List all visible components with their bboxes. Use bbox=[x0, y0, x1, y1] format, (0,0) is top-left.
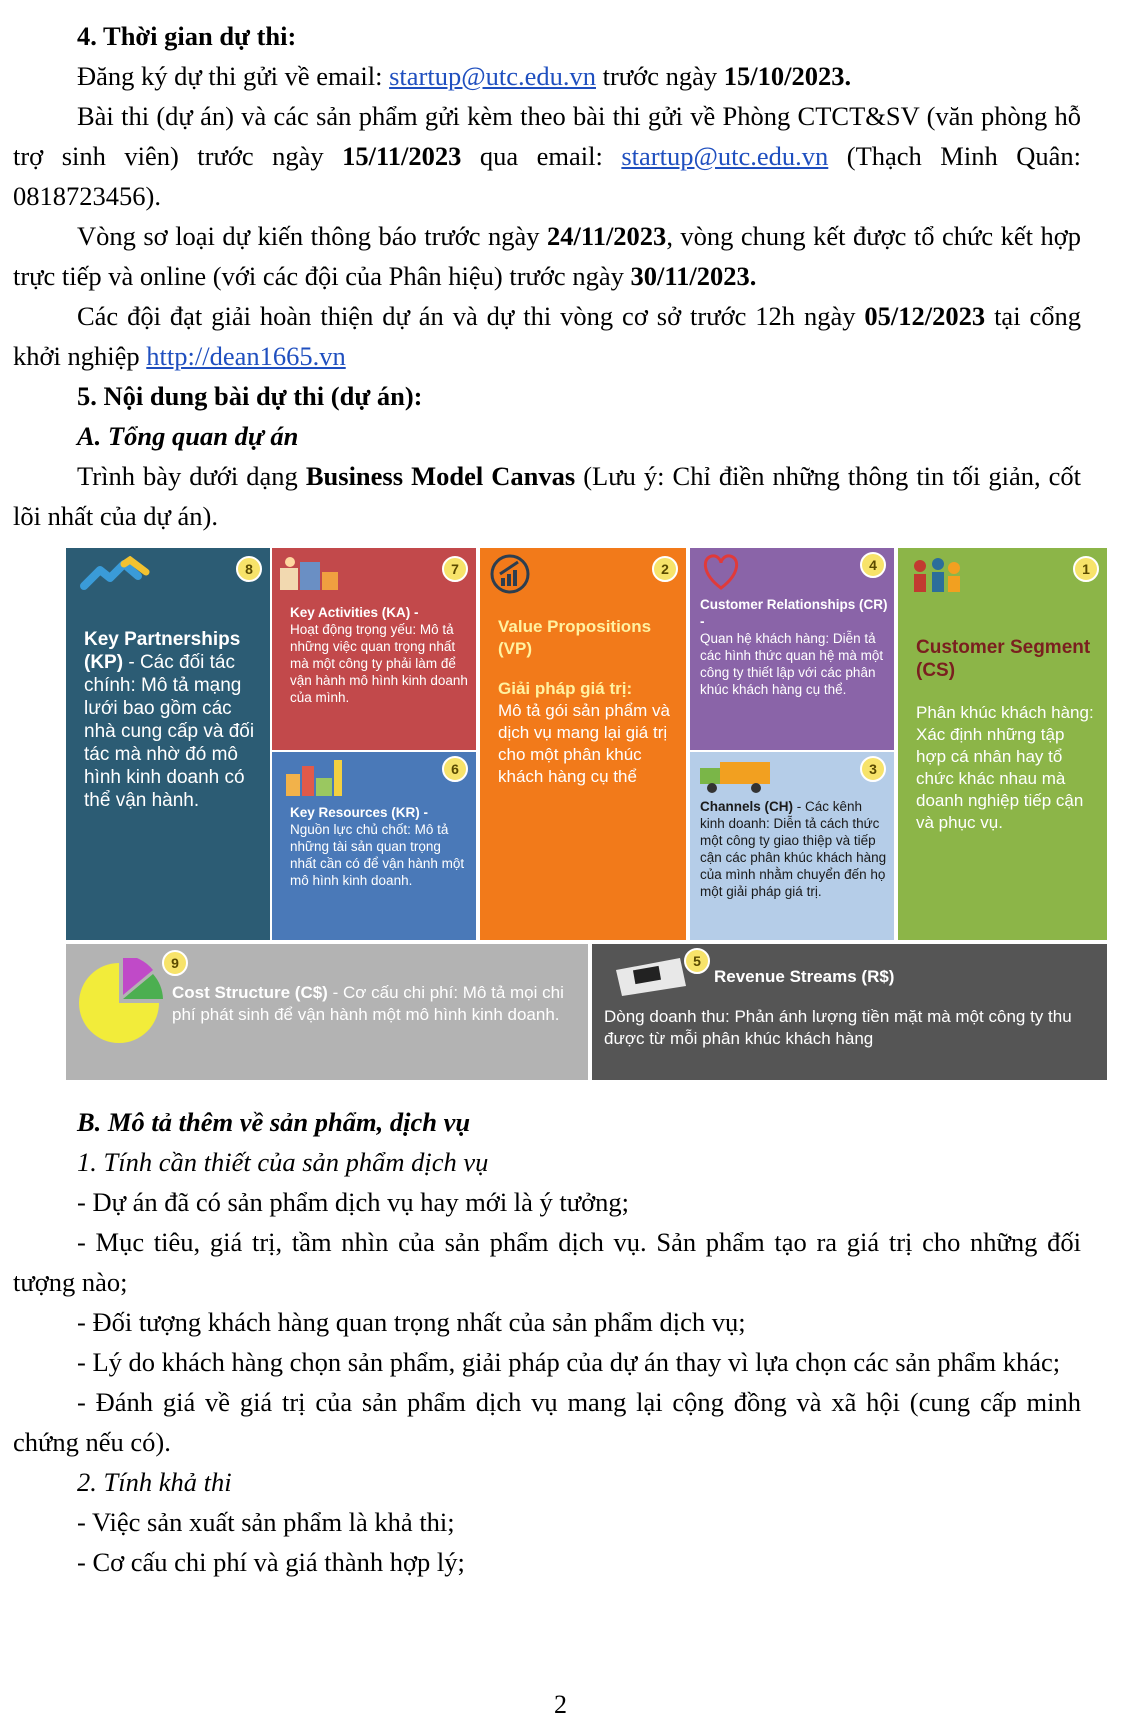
handshake-icon bbox=[80, 556, 150, 598]
list-item: - Việc sản xuất sản phẩm là khả thi; bbox=[77, 1507, 455, 1537]
kr-title: Key Resources (KR) - bbox=[290, 805, 429, 820]
vp-content bbox=[498, 616, 680, 788]
vp-text: Mô tả gói sản phẩm và dịch vụ mang lại giá trị cho một phân khúc khách hàng cụ thể bbox=[498, 701, 670, 786]
ch-text: - Các kênh kinh doanh: Diễn tả cách thức một công ty giao thiệp và tiếp cận các phân khúc khách hàng của mình nhằm chuyển đến họ một giải pháp giá trị. bbox=[700, 799, 887, 899]
list-item: - Lý do khách hàng chọn sản phẩm, giải pháp của dự án thay vì lựa chọn các sản phẩm khác; bbox=[77, 1347, 1061, 1377]
paragraph-final bbox=[13, 296, 1081, 376]
text: Vòng sơ loại dự kiến thông báo trước ngày bbox=[77, 221, 548, 251]
cs-content bbox=[916, 636, 1096, 834]
factory-icon bbox=[282, 754, 352, 798]
cost-text: - Cơ cấu chi phí: Mô tả mọi chi phí phát sinh để vận hành một mô hình kinh doanh. bbox=[172, 983, 564, 1024]
value-propositions-block bbox=[480, 548, 686, 940]
section-b bbox=[13, 1102, 1081, 1582]
bold-text: Business Model Canvas bbox=[305, 461, 576, 491]
text: (Thạch Minh Quân: 0818723456). bbox=[13, 141, 1081, 211]
step-number-badge: 8 bbox=[236, 556, 262, 582]
text: qua email: bbox=[461, 141, 622, 171]
cost-content bbox=[172, 982, 572, 1026]
truck-icon bbox=[696, 756, 780, 796]
text: Trình bày dưới dạng bbox=[77, 461, 306, 491]
list-item: - Dự án đã có sản phẩm dịch vụ hay mới là ý tưởng; bbox=[77, 1187, 630, 1217]
cs-text: Phân khúc khách hàng: Xác định những tập hợp cá nhân hay tổ chức khác nhau mà doanh nghiệp tiếp cận và phục vụ. bbox=[916, 703, 1094, 832]
cs-title: Customer Segment (CS) bbox=[916, 637, 1091, 681]
step-number-badge: 9 bbox=[162, 950, 188, 976]
pie-chart-icon bbox=[74, 958, 164, 1048]
text: Các đội đạt giải hoàn thiện dự án và dự thi vòng cơ sở trước 12h ngày bbox=[77, 301, 865, 331]
cr-content bbox=[700, 596, 888, 698]
list-item: - Đối tượng khách hàng quan trọng nhất của sản phẩm dịch vụ; bbox=[77, 1307, 746, 1337]
step-number-badge: 6 bbox=[442, 756, 468, 782]
text: Bài thi (dự án) và các sản phẩm gửi kèm theo bài thi gửi về Phòng CTCT&SV (văn phòng hỗ trợ sinh viên) trước ngày bbox=[13, 101, 1081, 171]
rev-text: Dòng doanh thu: Phản ánh lượng tiền mặt mà một công ty thu được từ mỗi phân khúc khách hàng bbox=[604, 1007, 1072, 1048]
paragraph-bmc-intro bbox=[13, 456, 1081, 536]
date: 30/11/2023. bbox=[630, 261, 757, 291]
subsection-b-heading: B. Mô tả thêm về sản phẩm, dịch vụ bbox=[77, 1107, 471, 1137]
paragraph-register bbox=[13, 56, 1081, 96]
customer-relationships-block bbox=[690, 548, 894, 750]
text: , vòng chung kết được tổ chức kết hợp trực tiếp và online (với các đội của Phân hiệu) trước ngày bbox=[13, 221, 1081, 291]
ch-title: Channels (CH) bbox=[700, 799, 794, 814]
paragraph-rounds bbox=[13, 216, 1081, 296]
growth-chart-icon bbox=[488, 552, 532, 596]
step-number-badge: 7 bbox=[442, 556, 468, 582]
vp-subtitle: Giải pháp giá trị: bbox=[498, 679, 633, 698]
section-4-heading: 4. Thời gian dự thi: bbox=[77, 21, 297, 51]
list-item: - Mục tiêu, giá trị, tầm nhìn của sản phẩm dịch vụ. Sản phẩm tạo ra giá trị cho những đối tượng nào; bbox=[13, 1227, 1081, 1297]
kr-text: Nguồn lực chủ chốt: Mô tả những tài sản quan trọng nhất cần có để vận hành một mô hình kinh doanh. bbox=[290, 822, 465, 888]
business-model-canvas bbox=[66, 548, 1107, 1080]
subsection-2-heading: 2. Tính khả thi bbox=[77, 1467, 232, 1497]
step-number-badge: 4 bbox=[860, 552, 886, 578]
cr-text: Quan hệ khách hàng: Diễn tả các hình thức quan hệ mà một công ty thiết lập với các phân khúc khách hàng cụ thể. bbox=[700, 631, 884, 697]
kp-title: Key Partnerships (KP) bbox=[84, 629, 241, 673]
date: 15/10/2023. bbox=[723, 61, 852, 91]
key-activities-block bbox=[272, 548, 476, 750]
section-5-heading: 5. Nội dung bài dự thi (dự án): bbox=[77, 381, 423, 411]
channels-block bbox=[690, 752, 894, 940]
ka-content bbox=[290, 604, 470, 706]
cost-structure-block bbox=[66, 944, 588, 1080]
date: 24/11/2023 bbox=[547, 221, 667, 251]
email-link[interactable]: startup@utc.edu.vn bbox=[621, 141, 829, 171]
list-item: - Đánh giá về giá trị của sản phẩm dịch vụ mang lại cộng đồng và xã hội (cung cấp minh chứng nếu có). bbox=[13, 1387, 1081, 1457]
kp-content bbox=[84, 628, 266, 812]
step-number-badge: 1 bbox=[1073, 556, 1099, 582]
key-partnerships-block bbox=[66, 548, 270, 940]
paragraph-submission bbox=[13, 96, 1081, 216]
heart-icon bbox=[700, 552, 742, 592]
list-item: - Cơ cấu chi phí và giá thành hợp lý; bbox=[77, 1547, 465, 1577]
portal-link[interactable]: http://dean1665.vn bbox=[146, 341, 346, 371]
text: trước ngày bbox=[596, 61, 724, 91]
vp-title: Value Propositions (VP) bbox=[498, 617, 652, 658]
text: (Lưu ý: Chỉ điền những thông tin tối giản, cốt lõi nhất của dự án). bbox=[13, 461, 1081, 531]
step-number-badge: 2 bbox=[652, 556, 678, 582]
cash-register-icon bbox=[610, 950, 690, 1000]
cr-title: Customer Relationships (CR) - bbox=[700, 597, 888, 629]
email-link[interactable]: startup@utc.edu.vn bbox=[389, 61, 596, 91]
step-number-badge: 3 bbox=[860, 756, 886, 782]
ch-content bbox=[700, 798, 890, 900]
date: 05/12/2023 bbox=[864, 301, 986, 331]
text: Đăng ký dự thi gửi về email: bbox=[77, 61, 390, 91]
revenue-streams-block bbox=[592, 944, 1107, 1080]
page-number: 2 bbox=[554, 1690, 567, 1719]
cost-title: Cost Structure (C$) bbox=[172, 983, 328, 1002]
ka-text: Hoạt động trọng yếu: Mô tả những việc quan trọng nhất mà một công ty phải làm để vận hành mô hình kinh doanh của mình. bbox=[290, 622, 468, 705]
date: 15/11/2023 bbox=[342, 141, 462, 171]
rev-title: Revenue Streams (R$) bbox=[714, 967, 895, 986]
kr-content bbox=[290, 804, 470, 889]
activities-icon bbox=[278, 554, 342, 596]
section-4 bbox=[13, 16, 1081, 536]
kp-text: - Các đối tác chính: Mô tả mạng lưới bao gồm các nhà cung cấp và đối tác mà nhờ đó mô hình kinh doanh có thể vận hành. bbox=[84, 652, 255, 811]
customer-segment-block bbox=[898, 548, 1107, 940]
key-resources-block bbox=[272, 752, 476, 940]
subsection-1-heading: 1. Tính cần thiết của sản phẩm dịch vụ bbox=[77, 1147, 489, 1177]
people-group-icon bbox=[906, 554, 966, 602]
text: tại cổng khởi nghiệp bbox=[13, 301, 1082, 371]
ka-title: Key Activities (KA) - bbox=[290, 605, 419, 620]
subsection-a-heading: A. Tổng quan dự án bbox=[77, 421, 299, 451]
step-number-badge: 5 bbox=[684, 948, 710, 974]
